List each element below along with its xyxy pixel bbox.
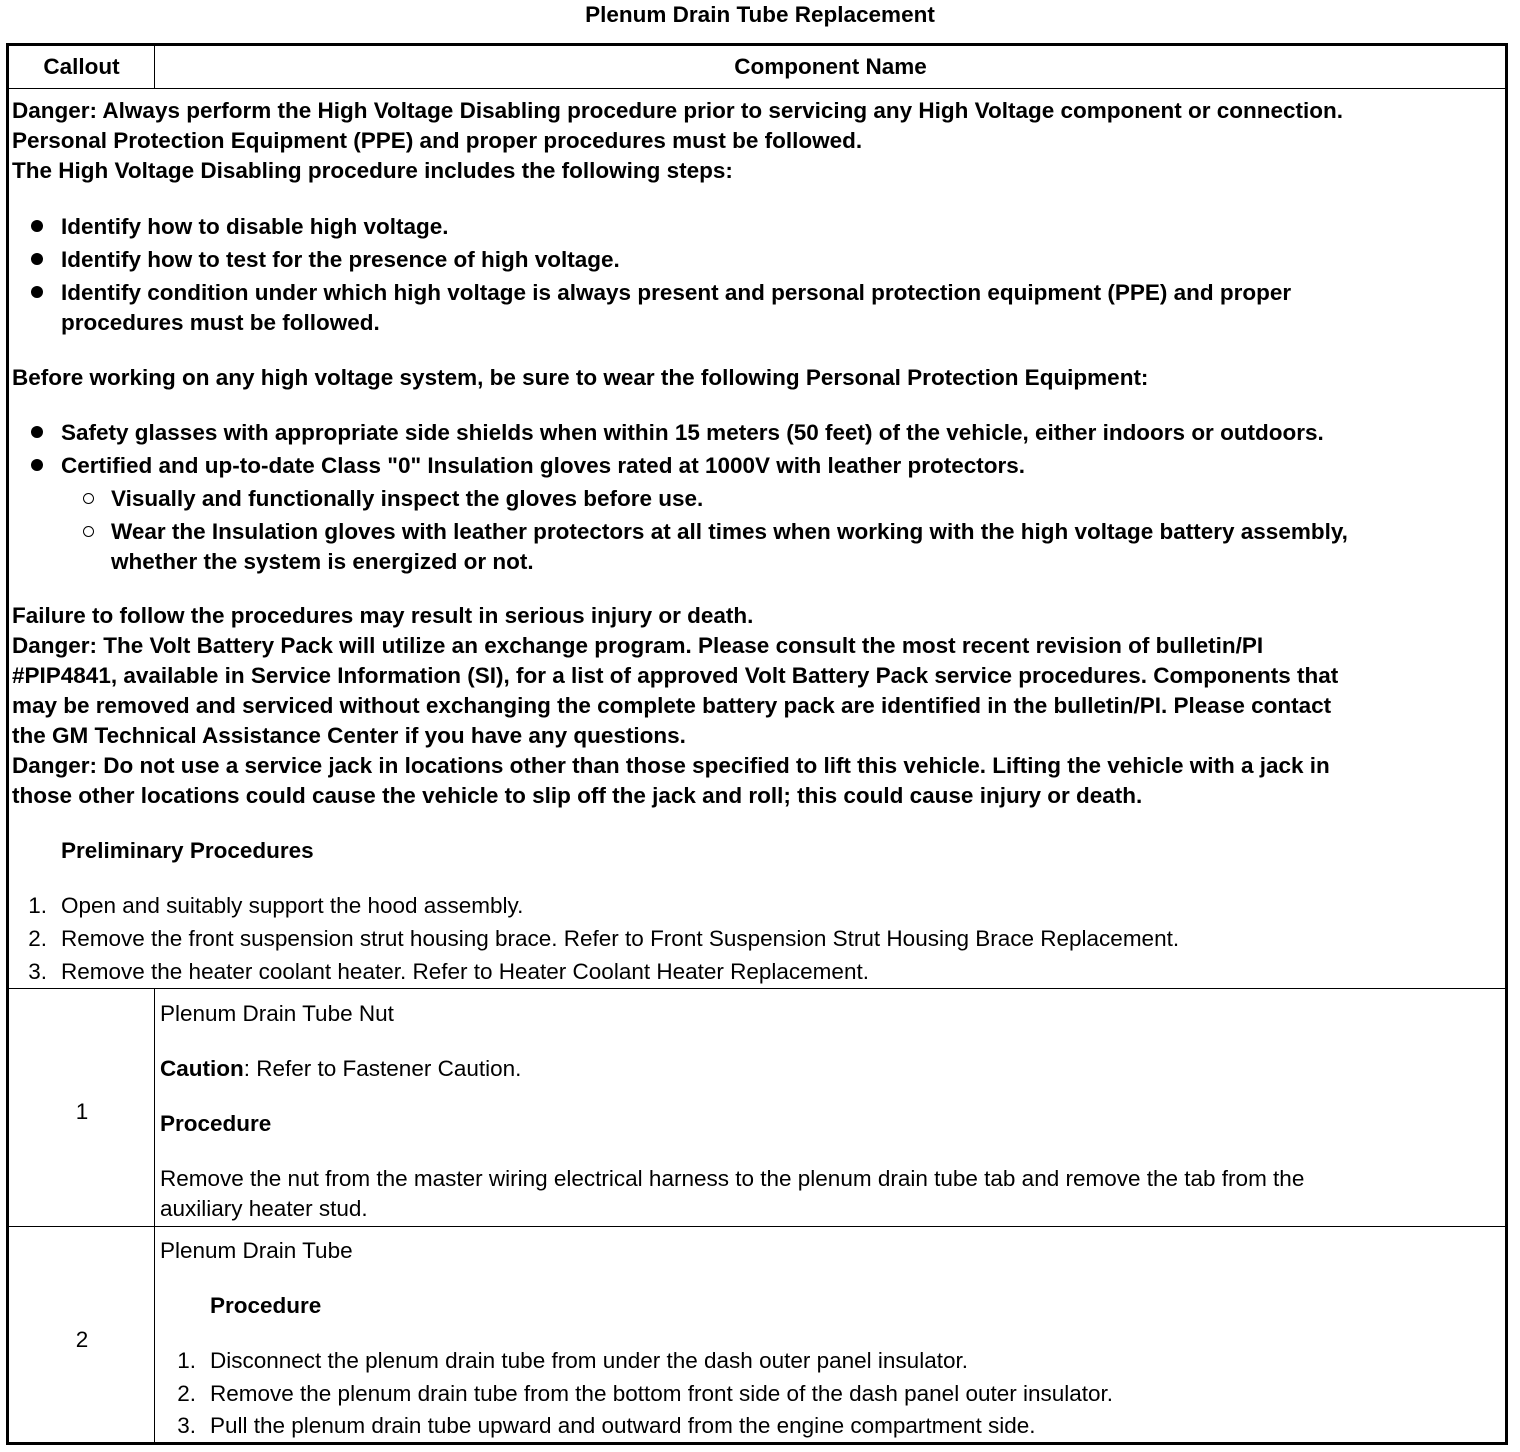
procedure-heading: Procedure bbox=[210, 1293, 322, 1318]
caution-note bbox=[160, 1054, 521, 1084]
ppe-item: Certified and up-to-date Class "0" Insulation gloves rated at 1000V with leather protectors. bbox=[61, 453, 1026, 478]
document-title: Plenum Drain Tube Replacement bbox=[585, 2, 935, 27]
danger-steps-intro: The High Voltage Disabling procedure includes the following steps: bbox=[12, 158, 733, 183]
step-number: 2. bbox=[177, 1381, 196, 1406]
hv-step: Identify how to test for the presence of high voltage. bbox=[61, 247, 620, 272]
procedure-step: Pull the plenum drain tube upward and outward from the engine compartment side. bbox=[210, 1413, 1036, 1438]
step-number: 1. bbox=[177, 1348, 196, 1373]
danger-high-voltage: Danger: Always perform the High Voltage Disabling procedure prior to servicing any High Voltage component or connection. bbox=[12, 98, 1344, 123]
step-number: 1. bbox=[28, 893, 47, 918]
preliminary-heading: Preliminary Procedures bbox=[61, 838, 314, 863]
danger-battery-exchange: the GM Technical Assistance Center if you have any questions. bbox=[12, 723, 686, 748]
failure-warning: Failure to follow the procedures may result in serious injury or death. bbox=[12, 603, 754, 628]
preliminary-step: Remove the heater coolant heater. Refer to Heater Coolant Heater Replacement. bbox=[61, 959, 869, 984]
row1-divider bbox=[9, 988, 1505, 989]
step-number: 3. bbox=[28, 959, 47, 984]
ppe-subitem: Wear the Insulation gloves with leather protectors at all times when working with the high voltage battery assembly, bbox=[111, 519, 1348, 544]
hv-step: Identify how to disable high voltage. bbox=[61, 214, 449, 239]
header-component-name: Component Name bbox=[734, 54, 927, 79]
column-divider-header bbox=[154, 46, 155, 88]
procedure-text: Remove the nut from the master wiring electrical harness to the plenum drain tube tab and remove the tab from the bbox=[160, 1166, 1305, 1191]
callout-number: 2 bbox=[75, 1327, 89, 1352]
danger-service-jack: those other locations could cause the vehicle to slip off the jack and roll; this could cause injury or death. bbox=[12, 783, 1143, 808]
row2-divider bbox=[9, 1226, 1505, 1227]
danger-battery-exchange: may be removed and serviced without exchanging the complete battery pack are identified in the bulletin/PI. Please contact bbox=[12, 693, 1332, 718]
component-name: Plenum Drain Tube Nut bbox=[160, 1001, 394, 1026]
bullet-icon bbox=[31, 220, 43, 232]
step-number: 3. bbox=[177, 1413, 196, 1438]
procedure-text: auxiliary heater stud. bbox=[160, 1196, 368, 1221]
bullet-icon bbox=[31, 253, 43, 265]
procedure-step: Disconnect the plenum drain tube from under the dash outer panel insulator. bbox=[210, 1348, 968, 1373]
procedure-heading: Procedure bbox=[160, 1111, 272, 1136]
caution-text: : Refer to Fastener Caution. bbox=[243, 1056, 522, 1081]
ppe-item: Safety glasses with appropriate side shields when within 15 meters (50 feet) of the vehicle, either indoors or outdoors. bbox=[61, 420, 1324, 445]
danger-battery-exchange: #PIP4841, available in Service Information (SI), for a list of approved Volt Battery Pack service procedures. Components that bbox=[12, 663, 1339, 688]
preliminary-step: Open and suitably support the hood assembly. bbox=[61, 893, 524, 918]
ppe-subitem-continued: whether the system is energized or not. bbox=[111, 549, 534, 574]
danger-ppe-note: Personal Protection Equipment (PPE) and proper procedures must be followed. bbox=[12, 128, 863, 153]
danger-service-jack: Danger: Do not use a service jack in locations other than those specified to lift this vehicle. Lifting the vehicle with a jack in bbox=[12, 753, 1330, 778]
bullet-icon bbox=[31, 426, 43, 438]
bullet-icon bbox=[31, 286, 43, 298]
header-callout: Callout bbox=[43, 54, 120, 79]
procedure-table bbox=[6, 43, 1508, 1445]
step-number: 2. bbox=[28, 926, 47, 951]
ppe-subitem: Visually and functionally inspect the gloves before use. bbox=[111, 486, 704, 511]
procedure-step: Remove the plenum drain tube from the bottom front side of the dash panel outer insulator. bbox=[210, 1381, 1114, 1406]
danger-battery-exchange: Danger: The Volt Battery Pack will utilize an exchange program. Please consult the most recent revision of bulletin/PI bbox=[12, 633, 1264, 658]
preliminary-step: Remove the front suspension strut housing brace. Refer to Front Suspension Strut Housing Brace Replacement. bbox=[61, 926, 1180, 951]
ppe-intro: Before working on any high voltage system, be sure to wear the following Personal Protection Equipment: bbox=[12, 365, 1149, 390]
hv-step-continued: procedures must be followed. bbox=[61, 310, 380, 335]
component-name: Plenum Drain Tube bbox=[160, 1238, 353, 1263]
sub-bullet-icon bbox=[83, 526, 94, 537]
bullet-icon bbox=[31, 459, 43, 471]
callout-number: 1 bbox=[75, 1099, 89, 1124]
column-divider-rows bbox=[154, 988, 155, 1445]
caution-label: Caution bbox=[160, 1056, 244, 1081]
header-divider bbox=[9, 88, 1505, 89]
hv-step: Identify condition under which high voltage is always present and personal protection equipment (PPE) and proper bbox=[61, 280, 1292, 305]
sub-bullet-icon bbox=[83, 493, 94, 504]
